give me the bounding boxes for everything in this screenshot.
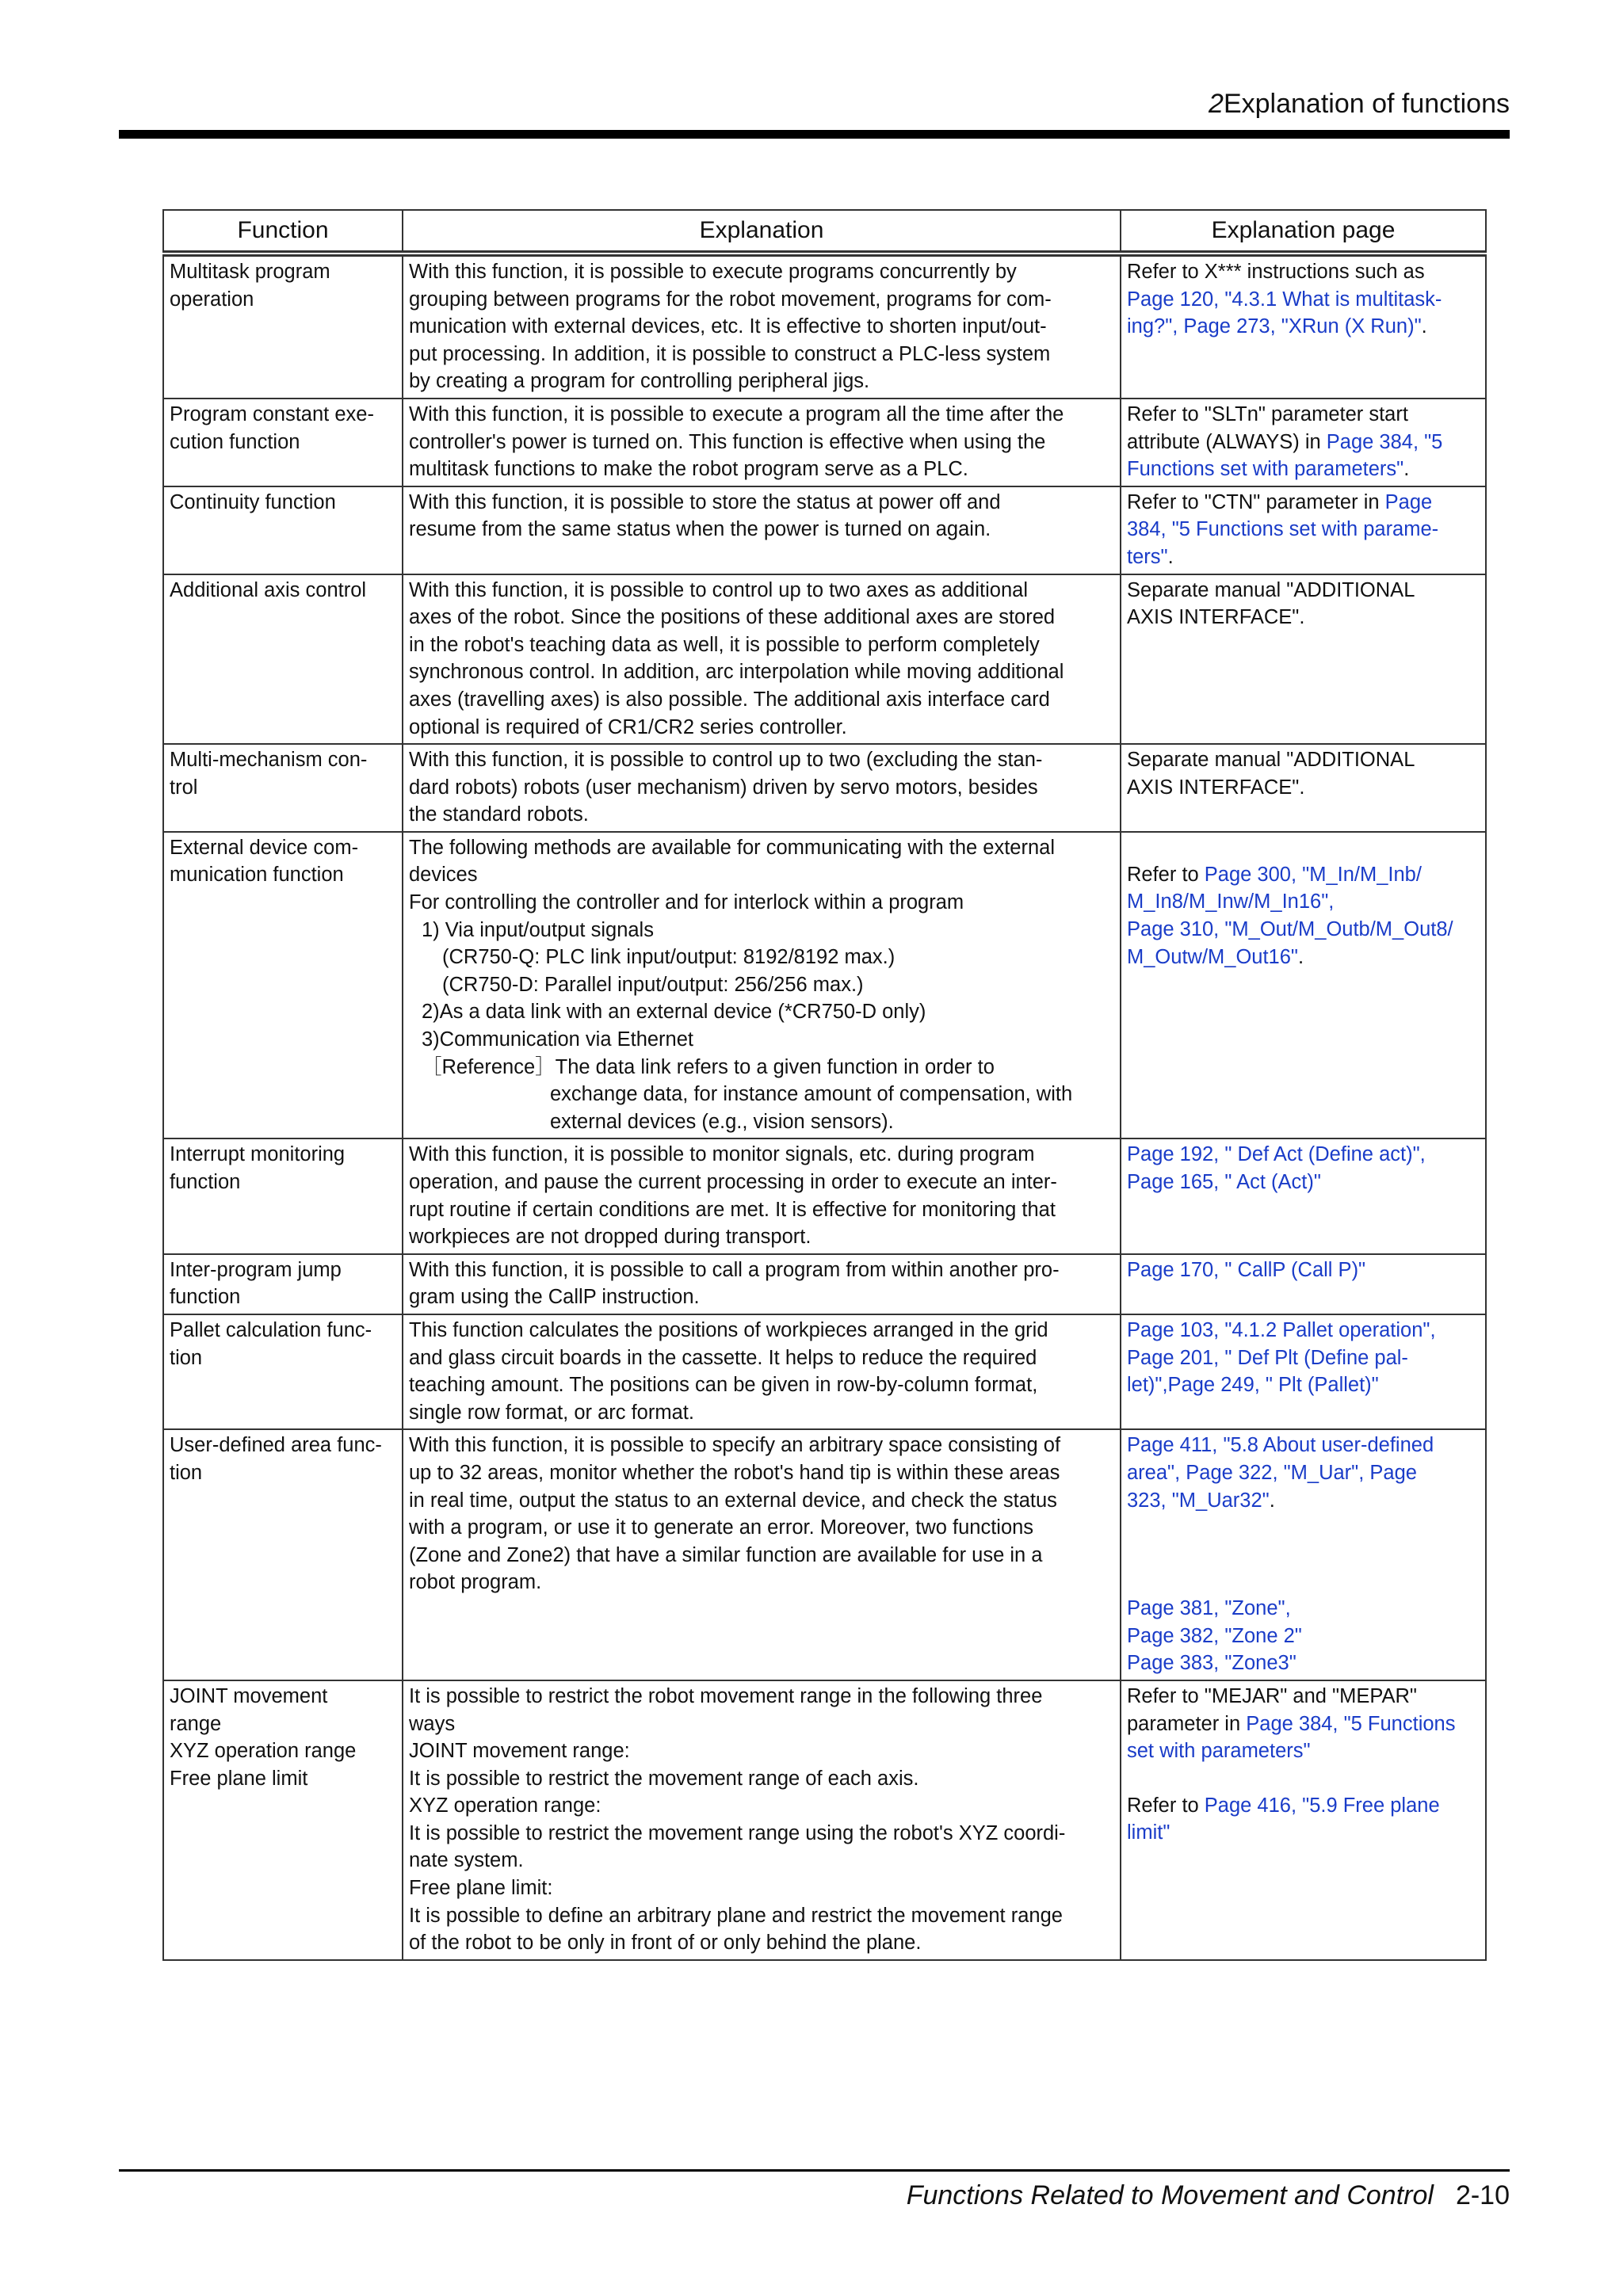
page-link[interactable]: Page 411, "5.8 About user-defined [1127, 1434, 1434, 1457]
page-link[interactable]: Page 382, "Zone 2" [1127, 1624, 1302, 1647]
page-link[interactable]: Page 165, " Act (Act)" [1127, 1171, 1321, 1193]
page-link[interactable]: ing?", Page 273, "XRun (X Run)" [1127, 315, 1422, 338]
function-cell: Continuity function [163, 486, 403, 574]
explanation-cell: With this function, it is possible to specify an arbitrary space consisting of up to 32 areas, monitor whether the robot's hand tip is within these areas in real time, output the status to an external device, and check the status with a program, or use it to generate an error. Moreover, two functions (Zone and Zone2) that have a similar function are available for use in a robot program. [403, 1429, 1121, 1680]
function-cell: Interrupt monitoring function [163, 1138, 403, 1253]
explanation-cell: It is possible to restrict the robot movement range in the following three ways JOINT movement range: It is possible to restrict the movement range of each axis. XYZ operation range: It is possible to restrict the movement range using the robot's XYZ coordi- nate system. Free plane limit: It is possible to define an arbitrary plane and restrict the movement range of the robot to be only in front of or only behind the plane. [403, 1680, 1121, 1960]
table-row [163, 744, 1486, 832]
function-cell: Program constant exe- cution function [163, 399, 403, 486]
page-link[interactable]: Functions set with parameters" [1127, 458, 1404, 481]
reference-cell: Refer to Page 300, "M_In/M_Inb/ M_In8/M_Inw/M_In16", Page 310, "M_Out/M_Outb/M_Out8/ M_Outw/M_Out16". [1121, 832, 1486, 1139]
table-row [163, 574, 1486, 745]
table-row [163, 1429, 1486, 1680]
footer-rule [119, 2169, 1510, 2172]
page-link[interactable]: Page 310, "M_Out/M_Outb/M_Out8/ [1127, 918, 1453, 941]
table-row [163, 486, 1486, 574]
page-link[interactable]: Page 416, "5.9 Free plane [1204, 1794, 1440, 1817]
table-row [163, 1680, 1486, 1960]
explanation-cell: With this function, it is possible to store the status at power off and resume from the same status when the power is turned on again. [403, 486, 1121, 574]
explanation-cell: With this function, it is possible to control up to two axes as additional axes of the robot. Since the positions of these additional axes are stored in the robot's teaching data as well, it is possible to perform completely synchronous control. In addition, arc interpolation while moving additional axes (travelling axes) is also possible. The additional axis interface card optional is required of CR1/CR2 series controller. [403, 574, 1121, 745]
table-row [163, 254, 1486, 399]
page-footer [907, 2180, 1510, 2211]
reference-cell: Separate manual "ADDITIONAL AXIS INTERFACE". [1121, 574, 1486, 745]
page-link[interactable]: Page 103, "4.1.2 Pallet operation", [1127, 1318, 1436, 1341]
function-cell: User-defined area func- tion [163, 1429, 403, 1680]
table-row [163, 1314, 1486, 1429]
reference-cell: Refer to "SLTn" parameter start attribute (ALWAYS) in Page 384, "5 Functions set with parameters". [1121, 399, 1486, 486]
page-link[interactable]: M_In8/M_Inw/M_In16", [1127, 891, 1335, 913]
reference-cell: Refer to "MEJAR" and "MEPAR" parameter in Page 384, "5 Functions set with parameters" Refer to Page 416, "5.9 Free plane limit" [1121, 1680, 1486, 1960]
table-row [163, 1254, 1486, 1314]
function-cell: Inter-program jump function [163, 1254, 403, 1314]
reference-cell: Refer to "CTN" parameter in Page 384, "5 Functions set with parame- ters". [1121, 486, 1486, 574]
page-header-title [1209, 89, 1510, 120]
functions-table [162, 209, 1487, 1961]
page-link[interactable]: M_Outw/M_Out16" [1127, 945, 1298, 968]
page-link[interactable]: Page 381, "Zone", [1127, 1597, 1291, 1620]
page-link[interactable]: Page 192, " Def Act (Define act)", [1127, 1143, 1426, 1166]
chapter-title: Explanation of functions [1223, 89, 1510, 119]
page-link[interactable]: Page [1384, 490, 1433, 513]
page-link[interactable]: Page 384, "5 Functions [1246, 1712, 1456, 1735]
page-link[interactable]: 384, "5 Functions set with parame- [1127, 518, 1439, 541]
header-rule [119, 130, 1510, 139]
page-link[interactable]: ters" [1127, 545, 1168, 568]
page-link[interactable]: Page 120, "4.3.1 What is multitask- [1127, 288, 1442, 311]
function-cell: External device com- munication function [163, 832, 403, 1139]
function-cell: JOINT movement range XYZ operation range Free plane limit [163, 1680, 403, 1960]
reference-cell: Separate manual "ADDITIONAL AXIS INTERFACE". [1121, 744, 1486, 832]
page-link[interactable]: Page 383, "Zone3" [1127, 1652, 1296, 1675]
table-header-row [163, 210, 1486, 254]
function-cell: Pallet calculation func- tion [163, 1314, 403, 1429]
reference-cell: Refer to X*** instructions such as Page 120, "4.3.1 What is multitask- ing?", Page 273, "XRun (X Run)". [1121, 254, 1486, 399]
table-row [163, 399, 1486, 486]
function-cell: Multitask program operation [163, 254, 403, 399]
table-row [163, 832, 1486, 1139]
page-link[interactable]: Page 384, "5 [1326, 430, 1443, 453]
page-number: 2-10 [1455, 2180, 1510, 2210]
explanation-cell: With this function, it is possible to execute programs concurrently by grouping between programs for the robot movement, programs for com- munication with external devices, etc. It is effective to shorten input/out- put processing. In addition, it is possible to construct a PLC-less system by creating a program for controlling peripheral jigs. [403, 254, 1121, 399]
page-link[interactable]: area", Page 322, "M_Uar", Page [1127, 1461, 1417, 1484]
table-row [163, 1138, 1486, 1253]
explanation-cell: The following methods are available for communicating with the external devices For controlling the controller and for interlock within a program 1) Via input/output signals (CR750-Q: PLC link input/output: 8192/8192 max.) (CR750-D: Parallel input/output: 256/256 max.) 2)As a data link with an external device (*CR750-D only) 3)Communication via Ethernet ［Reference］The data link refers to a given function in order to exchange data, for instance amount of compensation, with external devices (e.g., vision sensors). [403, 832, 1121, 1139]
reference-cell [1121, 1314, 1486, 1429]
reference-cell: Page 411, "5.8 About user-defined area", Page 322, "M_Uar", Page 323, "M_Uar32". Page 381, "Zone", Page 382, "Zone 2" Page 383, "Zone3" [1121, 1429, 1486, 1680]
page-link[interactable]: Page 170, " CallP (Call P)" [1127, 1258, 1366, 1281]
page-link[interactable]: Page 201, " Def Plt (Define pal- [1127, 1346, 1408, 1369]
function-cell: Additional axis control [163, 574, 403, 745]
page-link[interactable]: 323, "M_Uar32" [1127, 1489, 1270, 1512]
explanation-cell: With this function, it is possible to control up to two (excluding the stan- dard robots) robots (user mechanism) driven by servo motors, besides the standard robots. [403, 744, 1121, 832]
explanation-cell: With this function, it is possible to execute a program all the time after the controller's power is turned on. This function is effective when using the multitask functions to make the robot program serve as a PLC. [403, 399, 1121, 486]
page-link[interactable]: set with parameters" [1127, 1740, 1311, 1763]
function-cell: Multi-mechanism con- trol [163, 744, 403, 832]
page-link[interactable]: let)",Page 249, " Plt (Pallet)" [1127, 1374, 1379, 1397]
explanation-cell: This function calculates the positions of workpieces arranged in the grid and glass circuit boards in the cassette. It helps to reduce the required teaching amount. The positions can be given in row-by-column format, single row format, or arc format. [403, 1314, 1121, 1429]
col-header-explanation-page: Explanation page [1121, 210, 1486, 254]
col-header-function: Function [163, 210, 403, 254]
col-header-explanation: Explanation [403, 210, 1121, 254]
page-link[interactable]: limit" [1127, 1821, 1170, 1844]
footer-section-title: Functions Related to Movement and Control [906, 2180, 1434, 2210]
chapter-number: 2 [1209, 89, 1224, 119]
reference-cell [1121, 1254, 1486, 1314]
reference-cell [1121, 1138, 1486, 1253]
explanation-cell: With this function, it is possible to call a program from within another pro- gram using the CallP instruction. [403, 1254, 1121, 1314]
explanation-cell: With this function, it is possible to monitor signals, etc. during program operation, and pause the current processing in order to execute an inter- rupt routine if certain conditions are met. It is effective for monitoring that workpieces are not dropped during transport. [403, 1138, 1121, 1253]
page-link[interactable]: Page 300, "M_In/M_Inb/ [1204, 863, 1422, 886]
